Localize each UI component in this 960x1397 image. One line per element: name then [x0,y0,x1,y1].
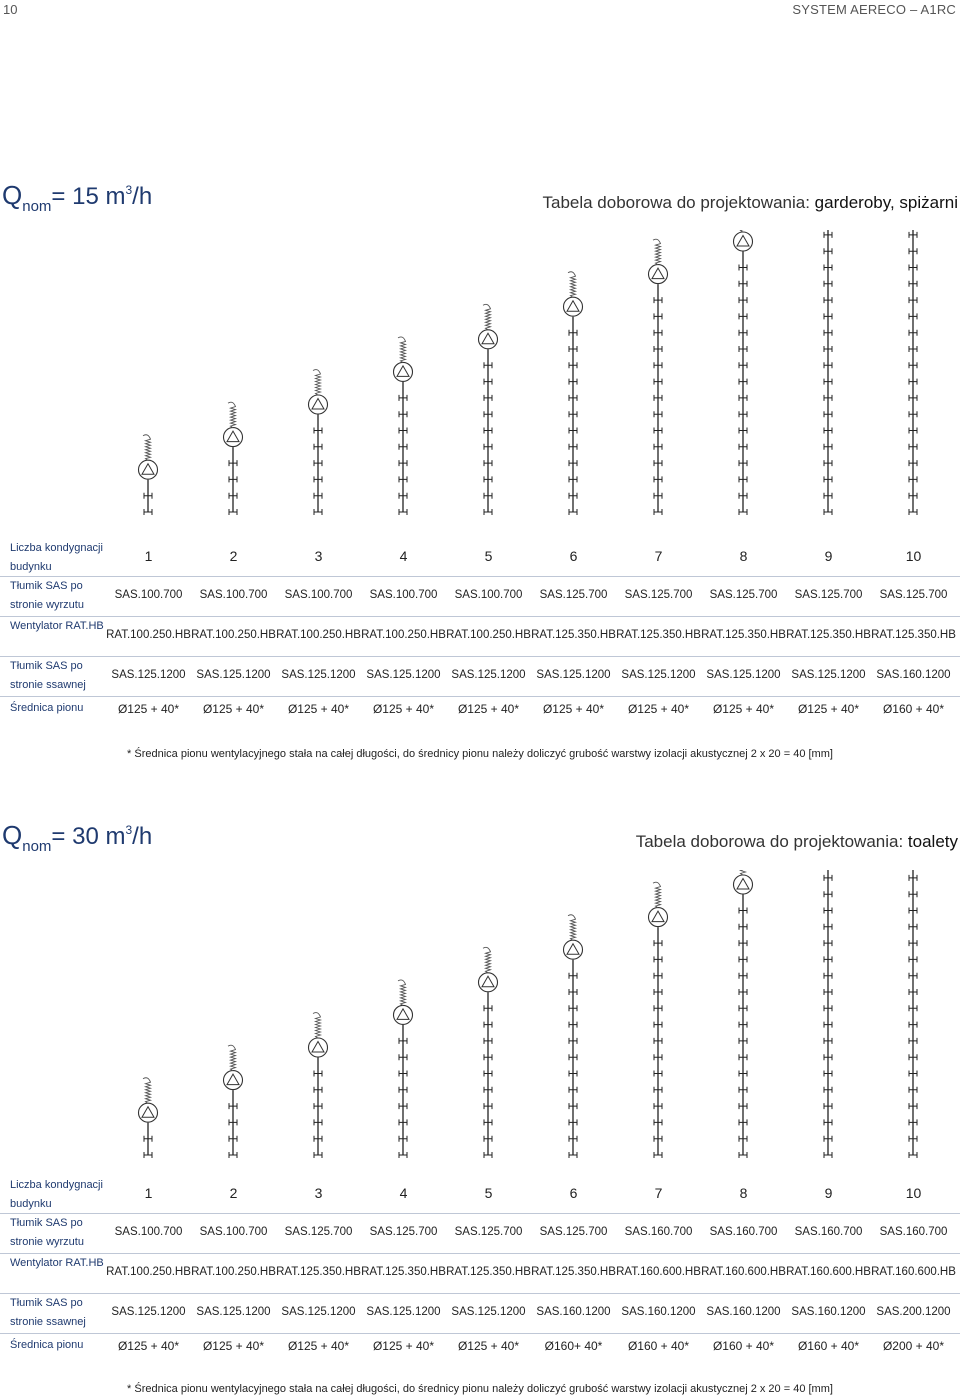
table-cell: SAS.160.700 [879,1226,948,1238]
flow-rate-unit: /h [132,183,153,210]
flow-rate-val: = 15 m [51,183,126,210]
table-cell: RAT.125.350.HB [531,1266,616,1278]
silencer-icon [483,304,491,329]
table-cell: SAS.160.700 [794,1226,863,1238]
table-cell: Ø125 + 40* [542,702,605,716]
riser-2 [224,402,243,515]
riser-4 [394,980,413,1158]
table-cell: Ø125 + 40* [287,1339,350,1353]
table-cell: RAT.125.350.HB [531,629,616,641]
table-cell: 1 [144,1185,153,1201]
table-cell: 3 [314,548,323,564]
silencer-icon [143,1078,151,1103]
table-cell: Ø125 + 40* [287,702,350,716]
table-cell: SAS.125.1200 [451,1306,526,1318]
table-cell: SAS.160.1200 [621,1306,696,1318]
table-row-diam [0,1333,960,1361]
table-cell: SAS.100.700 [114,589,183,601]
table-cell: SAS.125.1200 [791,669,866,681]
row-label: Wentylator RAT.HB [10,620,104,632]
table-cell: SAS.125.1200 [621,669,696,681]
riser-7 [649,882,668,1158]
table-row-sas-out [0,1213,960,1254]
table-cell: Ø125 + 40* [797,702,860,716]
silencer-icon [143,435,151,460]
footnote: * Średnica pionu wentylacyjnego stała na całej długości, do średnicy pionu należy doliczyć grubość warstwy izolacji akustycznej 2 x 20 = 40 [mm] [127,1383,833,1395]
flow-rate-q: Q [2,180,23,210]
table-cell: RAT.160.600.HB [701,1266,786,1278]
table-cell: 6 [569,548,578,564]
table-cell: Ø125 + 40* [117,1339,180,1353]
riser-5 [479,304,498,515]
table-cell: SAS.125.700 [539,1226,608,1238]
riser-2 [224,1045,243,1158]
table-cell: SAS.100.700 [114,1226,183,1238]
silencer-icon [653,239,661,264]
table-cell: Ø160 + 40* [797,1339,860,1353]
table-cell: 9 [824,548,833,564]
footnote: * Średnica pionu wentylacyjnego stała na całej długości, do średnicy pionu należy doliczyć grubość warstwy izolacji akustycznej 2 x 20 = 40 [mm] [127,748,833,760]
table-cell: RAT.100.250.HB [446,629,531,641]
table-cell: RAT.100.250.HB [361,629,446,641]
table-row-fan [0,616,960,657]
riser-9 [819,230,838,515]
table-cell: SAS.160.700 [709,1226,778,1238]
table-cell: SAS.125.700 [794,589,863,601]
table-row-floors [0,1175,960,1214]
silencer-icon [398,337,406,362]
table-cell: 8 [739,1185,748,1201]
row-label: Tłumik SAS po stronie ssawnej [10,660,86,691]
riser-6 [564,272,583,515]
table-cell: 4 [399,1185,408,1201]
system-name: SYSTEM AERECO – A1RC [792,2,956,17]
table-cell: SAS.200.1200 [876,1306,951,1318]
row-label: Tłumik SAS po stronie wyrzutu [10,1217,84,1248]
table-cell: RAT.160.600.HB [871,1266,956,1278]
table-cell: RAT.100.250.HB [106,629,191,641]
table-row-floors [0,538,960,577]
table-cell: SAS.125.1200 [366,1306,441,1318]
table-cell: RAT.100.250.HB [191,1266,276,1278]
table-title-room: garderoby, spiżarni [814,193,958,212]
silencer-icon [738,870,746,875]
table-cell: RAT.100.250.HB [276,629,361,641]
riser-3 [309,370,328,515]
table-cell: SAS.125.1200 [281,1306,356,1318]
row-label: Średnica pionu [10,702,84,714]
table-cell: SAS.125.1200 [196,669,271,681]
table-cell: 10 [905,1185,922,1201]
table-cell: RAT.125.350.HB [361,1266,446,1278]
riser-7 [649,239,668,515]
table-cell: Ø125 + 40* [712,702,775,716]
table-cell: 5 [484,548,493,564]
table-cell: 1 [144,548,153,564]
table-cell: Ø200 + 40* [882,1339,945,1353]
table-cell: RAT.125.350.HB [276,1266,361,1278]
table-cell: SAS.100.700 [454,589,523,601]
table-cell: SAS.125.1200 [281,669,356,681]
riser-diagrams [0,870,960,1170]
table-cell: RAT.125.350.HB [786,629,871,641]
silencer-icon [568,272,576,297]
row-label: Średnica pionu [10,1339,84,1351]
flow-rate-sup: 3 [125,823,133,837]
table-cell: Ø160 + 40* [627,1339,690,1353]
riser-5 [479,947,498,1158]
table-cell: SAS.125.1200 [366,669,441,681]
table-row-sas-out [0,576,960,617]
silencer-icon [313,1013,321,1038]
riser-10 [904,230,923,515]
table-cell: SAS.125.700 [369,1226,438,1238]
flow-rate-val: = 30 m [51,823,126,850]
table-cell: RAT.160.600.HB [786,1266,871,1278]
silencer-icon [228,402,236,427]
table-cell: 4 [399,548,408,564]
table-cell: RAT.100.250.HB [106,1266,191,1278]
table-title [636,832,958,852]
riser-8 [734,870,753,1158]
flow-rate-unit: /h [132,823,153,850]
table-cell: SAS.125.700 [624,589,693,601]
table-row-fan [0,1253,960,1294]
table-cell: SAS.125.1200 [536,669,611,681]
table-cell: Ø160+ 40* [544,1339,603,1353]
table-cell: SAS.160.700 [624,1226,693,1238]
silencer-icon [313,370,321,395]
riser-4 [394,337,413,515]
flow-rate-q: Q [2,820,23,850]
flow-rate-sub: nom [22,198,52,215]
table-title-room: toalety [907,832,958,851]
table-cell: RAT.125.350.HB [871,629,956,641]
table-cell: SAS.125.700 [539,589,608,601]
table-cell: Ø160 + 40* [882,702,945,716]
table-cell: Ø125 + 40* [372,1339,435,1353]
flow-rate-heading [2,180,153,215]
page-number: 10 [3,2,18,17]
table-cell: SAS.160.1200 [706,1306,781,1318]
table-cell: SAS.160.1200 [536,1306,611,1318]
flow-rate-sup: 3 [125,183,133,197]
table-cell: RAT.125.350.HB [446,1266,531,1278]
table-cell: SAS.125.700 [709,589,778,601]
table-cell: Ø125 + 40* [457,1339,520,1353]
silencer-icon [568,915,576,940]
table-cell: SAS.125.1200 [451,669,526,681]
table-cell: SAS.100.700 [284,589,353,601]
table-cell: RAT.125.350.HB [701,629,786,641]
riser-6 [564,915,583,1158]
silencer-icon [398,980,406,1005]
table-cell: Ø125 + 40* [202,1339,265,1353]
table-cell: RAT.125.350.HB [616,629,701,641]
table-cell: Ø125 + 40* [117,702,180,716]
riser-diagrams [0,230,960,530]
riser-1 [139,435,158,515]
table-cell: 8 [739,548,748,564]
table-cell: 9 [824,1185,833,1201]
table-cell: 2 [229,1185,238,1201]
row-label: Tłumik SAS po stronie ssawnej [10,1297,86,1328]
table-cell: SAS.125.1200 [706,669,781,681]
table-cell: 6 [569,1185,578,1201]
silencer-icon [228,1045,236,1070]
table-cell: 3 [314,1185,323,1201]
table-cell: SAS.125.1200 [111,1306,186,1318]
table-cell: SAS.100.700 [369,589,438,601]
table-row-sas-in [0,656,960,697]
table-cell: SAS.100.700 [199,589,268,601]
table-cell: Ø125 + 40* [202,702,265,716]
table-cell: 10 [905,548,922,564]
table-cell: SAS.125.700 [454,1226,523,1238]
riser-10 [904,870,923,1158]
table-cell: SAS.125.700 [879,589,948,601]
table-row-sas-in [0,1293,960,1334]
table-cell: SAS.125.1200 [111,669,186,681]
table-cell: 7 [654,1185,663,1201]
table-cell: Ø125 + 40* [457,702,520,716]
riser-8 [734,230,753,515]
table-cell: Ø125 + 40* [627,702,690,716]
table-title-prefix: Tabela doborowa do projektowania: [635,832,908,851]
flow-rate-sub: nom [22,838,52,855]
table-cell: RAT.160.600.HB [616,1266,701,1278]
riser-3 [309,1013,328,1158]
table-title [542,193,958,213]
table-cell: SAS.100.700 [199,1226,268,1238]
silencer-icon [653,882,661,907]
table-title-prefix: Tabela doborowa do projektowania: [542,193,815,212]
row-label: Tłumik SAS po stronie wyrzutu [10,580,84,611]
silencer-icon [483,947,491,972]
table-cell: Ø125 + 40* [372,702,435,716]
row-label: Liczba kondygnacji budynku [10,542,103,573]
table-cell: RAT.100.250.HB [191,629,276,641]
table-cell: SAS.160.1200 [791,1306,866,1318]
table-cell: SAS.125.700 [284,1226,353,1238]
table-cell: SAS.160.1200 [876,669,951,681]
riser-9 [819,870,838,1158]
table-cell: 7 [654,548,663,564]
flow-rate-heading [2,820,153,855]
table-cell: 2 [229,548,238,564]
table-cell: SAS.125.1200 [196,1306,271,1318]
table-cell: 5 [484,1185,493,1201]
row-label: Wentylator RAT.HB [10,1257,104,1269]
table-cell: Ø160 + 40* [712,1339,775,1353]
riser-1 [139,1078,158,1158]
table-row-diam [0,696,960,724]
row-label: Liczba kondygnacji budynku [10,1179,103,1210]
